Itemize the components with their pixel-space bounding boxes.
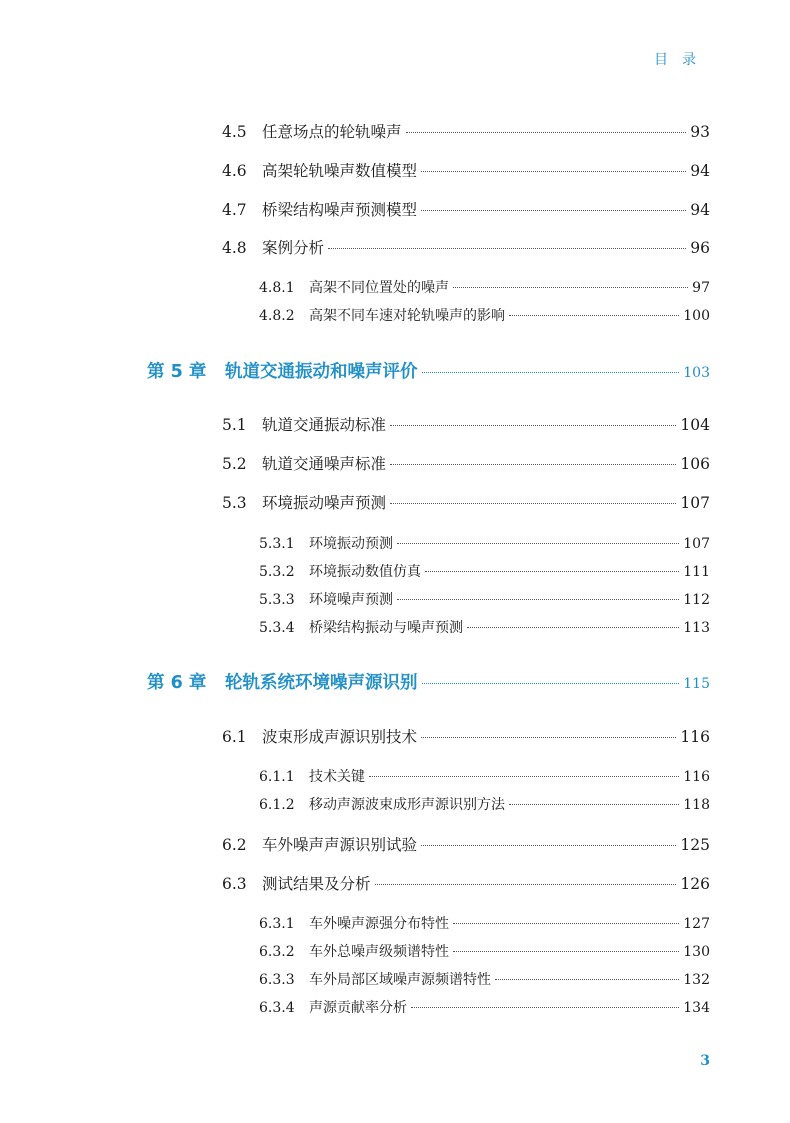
toc-title: 波束形成声源识别技术 [262,728,418,746]
toc-number: 5.3 [222,494,247,512]
toc-number: 5.2 [222,455,247,473]
dot-leader [453,287,688,288]
dot-leader [397,543,679,544]
toc-page: 113 [683,620,710,636]
toc-entry-5-3-4[interactable] [259,617,710,637]
dot-leader [390,503,676,504]
dot-leader [369,776,679,777]
toc-title: 测试结果及分析 [262,875,371,893]
toc-title: 环境噪声预测 [309,592,393,608]
chapter-number: 第 6 章 [147,673,207,693]
toc-title: 环境振动数值仿真 [309,564,421,580]
toc-entry-4-8-1[interactable] [259,277,710,297]
chapter-title: 轨道交通振动和噪声评价 [225,362,418,382]
toc-page: 111 [683,564,710,580]
dot-leader [422,683,680,684]
toc-page: 132 [683,972,710,988]
toc-page: 106 [680,455,710,473]
toc-number: 6.1.2 [259,797,295,813]
toc-number: 6.3 [222,875,247,893]
toc-title: 车外噪声声源识别试验 [262,836,418,854]
running-header: 目录 [654,52,710,68]
toc-number: 4.7 [222,201,247,219]
toc-page: 130 [683,944,710,960]
toc-entry-5-3-3[interactable] [259,589,710,609]
dot-leader [390,425,676,426]
toc-title: 高架不同车速对轮轨噪声的影响 [309,308,505,324]
toc-number: 6.3.3 [259,972,295,988]
toc-page: 112 [683,592,710,608]
toc-page: 97 [692,280,710,296]
dot-leader [509,315,679,316]
toc-title: 车外噪声源强分布特性 [309,916,449,932]
toc-entry-6-1-1[interactable] [259,766,710,786]
chapter-page: 103 [683,365,710,381]
dot-leader [467,627,679,628]
page-number: 3 [700,1053,710,1069]
toc-page: 125 [680,836,710,854]
toc-entry-4-6[interactable] [222,159,710,181]
toc-chapter-6[interactable] [147,669,710,694]
toc-number: 4.5 [222,123,247,141]
toc-number: 6.1.1 [259,769,295,785]
toc-page: 107 [683,536,710,552]
toc-number: 4.8.1 [259,280,295,296]
dot-leader [421,845,676,846]
toc-entry-6-1-2[interactable] [259,794,710,814]
chapter-title: 轮轨系统环境噪声源识别 [225,673,418,693]
toc-entry-5-3-1[interactable] [259,533,710,553]
toc-page: 93 [690,123,710,141]
toc-number: 6.1 [222,728,247,746]
toc-title: 声源贡献率分析 [309,1000,407,1016]
toc-entry-6-3-2[interactable] [259,941,710,961]
toc-number: 4.8 [222,239,247,257]
dot-leader [453,951,679,952]
toc-title: 桥梁结构噪声预测模型 [262,201,418,219]
toc-title: 轨道交通振动标准 [262,416,387,434]
chapter-page: 115 [683,676,710,692]
toc-title: 桥梁结构振动与噪声预测 [309,620,463,636]
dot-leader [422,372,680,373]
toc-title: 车外总噪声级频谱特性 [309,944,449,960]
toc-number: 5.3.4 [259,620,295,636]
toc-page: 116 [683,769,710,785]
dot-leader [375,884,677,885]
chapter-number: 第 5 章 [147,362,207,382]
dot-leader [397,599,679,600]
toc-entry-6-3-1[interactable] [259,913,710,933]
toc-title: 轨道交通噪声标准 [262,455,387,473]
toc-number: 6.3.4 [259,1000,295,1016]
toc-entry-4-7[interactable] [222,198,710,220]
dot-leader [390,464,676,465]
toc-page: 104 [680,416,710,434]
dot-leader [421,171,686,172]
dot-leader [411,1007,679,1008]
toc-entry-6-3-3[interactable] [259,969,710,989]
toc-title: 高架轮轨噪声数值模型 [262,162,418,180]
dot-leader [421,737,676,738]
toc-title: 案例分析 [262,239,325,257]
toc-chapter-5[interactable] [147,358,710,383]
toc-entry-5-3-2[interactable] [259,561,710,581]
toc-entry-6-3-4[interactable] [259,997,710,1017]
toc-number: 4.8.2 [259,308,295,324]
toc-page: 107 [680,494,710,512]
toc-page: 118 [683,797,710,813]
toc-entry-6-3[interactable] [222,872,710,894]
toc-number: 5.3.3 [259,592,295,608]
toc-number: 6.3.1 [259,916,295,932]
toc-page: 96 [690,239,710,257]
toc-page: 94 [690,201,710,219]
dot-leader [495,979,679,980]
toc-entry-4-8[interactable] [222,236,710,258]
toc-page: 100 [683,308,710,324]
toc-entry-5-3[interactable] [222,491,710,513]
dot-leader [406,132,687,133]
toc-number: 5.3.1 [259,536,295,552]
toc-entry-5-1[interactable] [222,413,710,435]
dot-leader [453,923,679,924]
toc-number: 5.1 [222,416,247,434]
toc-number: 6.3.2 [259,944,295,960]
toc-number: 5.3.2 [259,564,295,580]
toc-title: 环境振动噪声预测 [262,494,387,512]
toc-entry-4-8-2[interactable] [259,305,710,325]
toc-title: 技术关键 [309,769,365,785]
toc-title: 环境振动预测 [309,536,393,552]
toc-number: 4.6 [222,162,247,180]
toc-entry-4-5[interactable] [222,120,710,142]
toc-entry-5-2[interactable] [222,452,710,474]
toc-page: 116 [680,728,710,746]
toc-entry-6-2[interactable] [222,833,710,855]
toc-page: 94 [690,162,710,180]
toc-entry-6-1[interactable] [222,725,710,747]
toc-title: 移动声源波束成形声源识别方法 [309,797,505,813]
dot-leader [425,571,679,572]
toc-page: 134 [683,1000,710,1016]
dot-leader [509,804,679,805]
toc-title: 任意场点的轮轨噪声 [262,123,402,141]
dot-leader [328,248,686,249]
dot-leader [421,210,686,211]
toc-page: 126 [680,875,710,893]
toc-number: 6.2 [222,836,247,854]
toc-title: 车外局部区域噪声源频谱特性 [309,972,491,988]
toc-page: 127 [683,916,710,932]
toc-title: 高架不同位置处的噪声 [309,280,449,296]
